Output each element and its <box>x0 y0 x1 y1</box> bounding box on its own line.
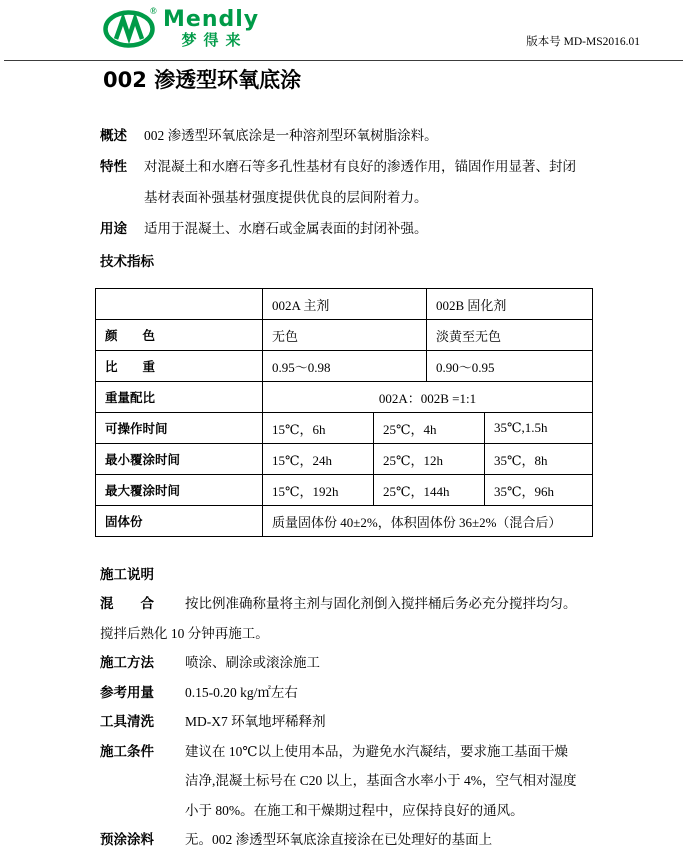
solids-value: 质量固体份 40±2%，体积固体份 36±2%（混合后） <box>262 506 592 536</box>
brand-wordmark-group <box>163 6 260 49</box>
pot-life-15c: 15℃，6h <box>262 413 373 443</box>
precoat-label: 预涂涂料 <box>100 832 154 849</box>
overview-label: 概述 <box>100 127 127 144</box>
method-label: 施工方法 <box>100 655 154 672</box>
usage-text: 适用于混凝土、水磨石或金属表面的封闭补强。 <box>144 220 428 236</box>
spec-row-gravity <box>96 350 592 381</box>
gravity-a-value: 0.95～0.98 <box>262 351 426 381</box>
spec-row-min-recoat <box>96 443 592 474</box>
min-recoat-15c: 15℃，24h <box>262 444 373 474</box>
solids-label: 固体份 <box>105 514 143 529</box>
overview-row <box>100 118 620 149</box>
spec-row-color <box>96 319 592 350</box>
pot-life-25c: 25℃，4h <box>373 413 484 443</box>
max-recoat-35c: 35℃，96h <box>484 475 592 505</box>
spec-row-pot-life <box>96 412 592 443</box>
ratio-value: 002A：002B =1:1 <box>262 382 592 412</box>
mixing-label: 混 合 <box>100 596 154 613</box>
mixing-text: 按比例准确称量将主剂与固化剂倒入搅拌桶后务必充分搅拌均匀。 <box>185 596 577 612</box>
brand-cn-name: 梦得来 <box>181 30 248 49</box>
overview-text: 002 渗透型环氧底涂是一种溶剂型环氧树脂涂料。 <box>144 127 438 143</box>
mixing-row-cont <box>100 617 645 647</box>
version-number: 版本号 MD-MS2016.01 <box>526 36 640 48</box>
max-recoat-15c: 15℃，192h <box>262 475 373 505</box>
mixing-text-line2: 搅拌后熟化 10 分钟再施工。 <box>100 625 269 641</box>
color-label: 颜 色 <box>105 328 156 343</box>
conditions-text-line3: 小于 80%。在施工和干燥期过程中，应保持良好的通风。 <box>185 802 524 818</box>
spec-table <box>95 288 593 537</box>
features-label: 特性 <box>100 158 127 175</box>
conditions-row <box>100 735 645 765</box>
mixing-row <box>100 588 645 618</box>
spec-header-row <box>96 289 592 319</box>
conditions-row-cont2 <box>100 794 645 824</box>
intro-section <box>100 118 620 275</box>
color-a-value: 无色 <box>262 320 426 350</box>
spec-header-002b: 002B 固化剂 <box>426 289 592 319</box>
construction-section <box>100 558 645 852</box>
usage-label: 用途 <box>100 220 127 237</box>
spec-row-solids <box>96 505 592 536</box>
construction-heading: 施工说明 <box>100 566 154 583</box>
cleaning-label: 工具清洗 <box>100 714 154 731</box>
gravity-label: 比 重 <box>105 359 156 374</box>
features-row-cont <box>100 180 620 211</box>
method-row <box>100 647 645 677</box>
registered-trademark-icon: ® <box>150 6 157 16</box>
conditions-label: 施工条件 <box>100 743 154 760</box>
cleaning-row <box>100 706 645 736</box>
pot-life-label: 可操作时间 <box>105 421 168 436</box>
header-divider <box>4 60 683 61</box>
dosage-row <box>100 676 645 706</box>
features-text-line1: 对混凝土和水磨石等多孔性基材有良好的渗透作用，锚固作用显著、封闭 <box>144 158 576 174</box>
spec-row-max-recoat <box>96 474 592 505</box>
color-b-value: 淡黄至无色 <box>426 320 592 350</box>
dosage-text: 0.15-0.20 kg/㎡左右 <box>185 684 298 700</box>
conditions-text-line1: 建议在 10℃以上使用本品，为避免水汽凝结，要求施工基面干燥 <box>185 743 568 759</box>
brand-wordmark: Mendly <box>163 6 260 32</box>
conditions-row-cont1 <box>100 765 645 795</box>
precoat-row <box>100 824 645 852</box>
spec-row-ratio <box>96 381 592 412</box>
min-recoat-35c: 35℃，8h <box>484 444 592 474</box>
max-recoat-label: 最大覆涂时间 <box>105 483 181 498</box>
usage-row <box>100 211 620 242</box>
dosage-label: 参考用量 <box>100 684 154 701</box>
method-text: 喷涂、刷涂或滚涂施工 <box>185 655 320 671</box>
cleaning-text: MD-X7 环氧地坪稀释剂 <box>185 714 326 730</box>
features-row <box>100 149 620 180</box>
conditions-text-line2: 洁净,混凝土标号在 C20 以上，基面含水率小于 4%，空气相对湿度 <box>185 773 577 789</box>
pot-life-35c: 35℃,1.5h <box>484 413 592 443</box>
features-text-line2: 基材表面补强基材强度提供优良的层间附着力。 <box>144 189 428 205</box>
spec-corner-cell <box>96 289 262 319</box>
tech-specs-heading: 技术指标 <box>100 253 154 270</box>
min-recoat-label: 最小覆涂时间 <box>105 452 181 467</box>
mendly-m-icon <box>103 6 159 50</box>
page-title: 002 渗透型环氧底涂 <box>103 68 302 92</box>
precoat-text: 无。002 渗透型环氧底涂直接涂在已处理好的基面上 <box>185 832 493 848</box>
gravity-b-value: 0.90～0.95 <box>426 351 592 381</box>
brand-logo <box>103 6 259 50</box>
ratio-label: 重量配比 <box>105 390 156 405</box>
max-recoat-25c: 25℃，144h <box>373 475 484 505</box>
spec-header-002a: 002A 主剂 <box>262 289 426 319</box>
min-recoat-25c: 25℃，12h <box>373 444 484 474</box>
